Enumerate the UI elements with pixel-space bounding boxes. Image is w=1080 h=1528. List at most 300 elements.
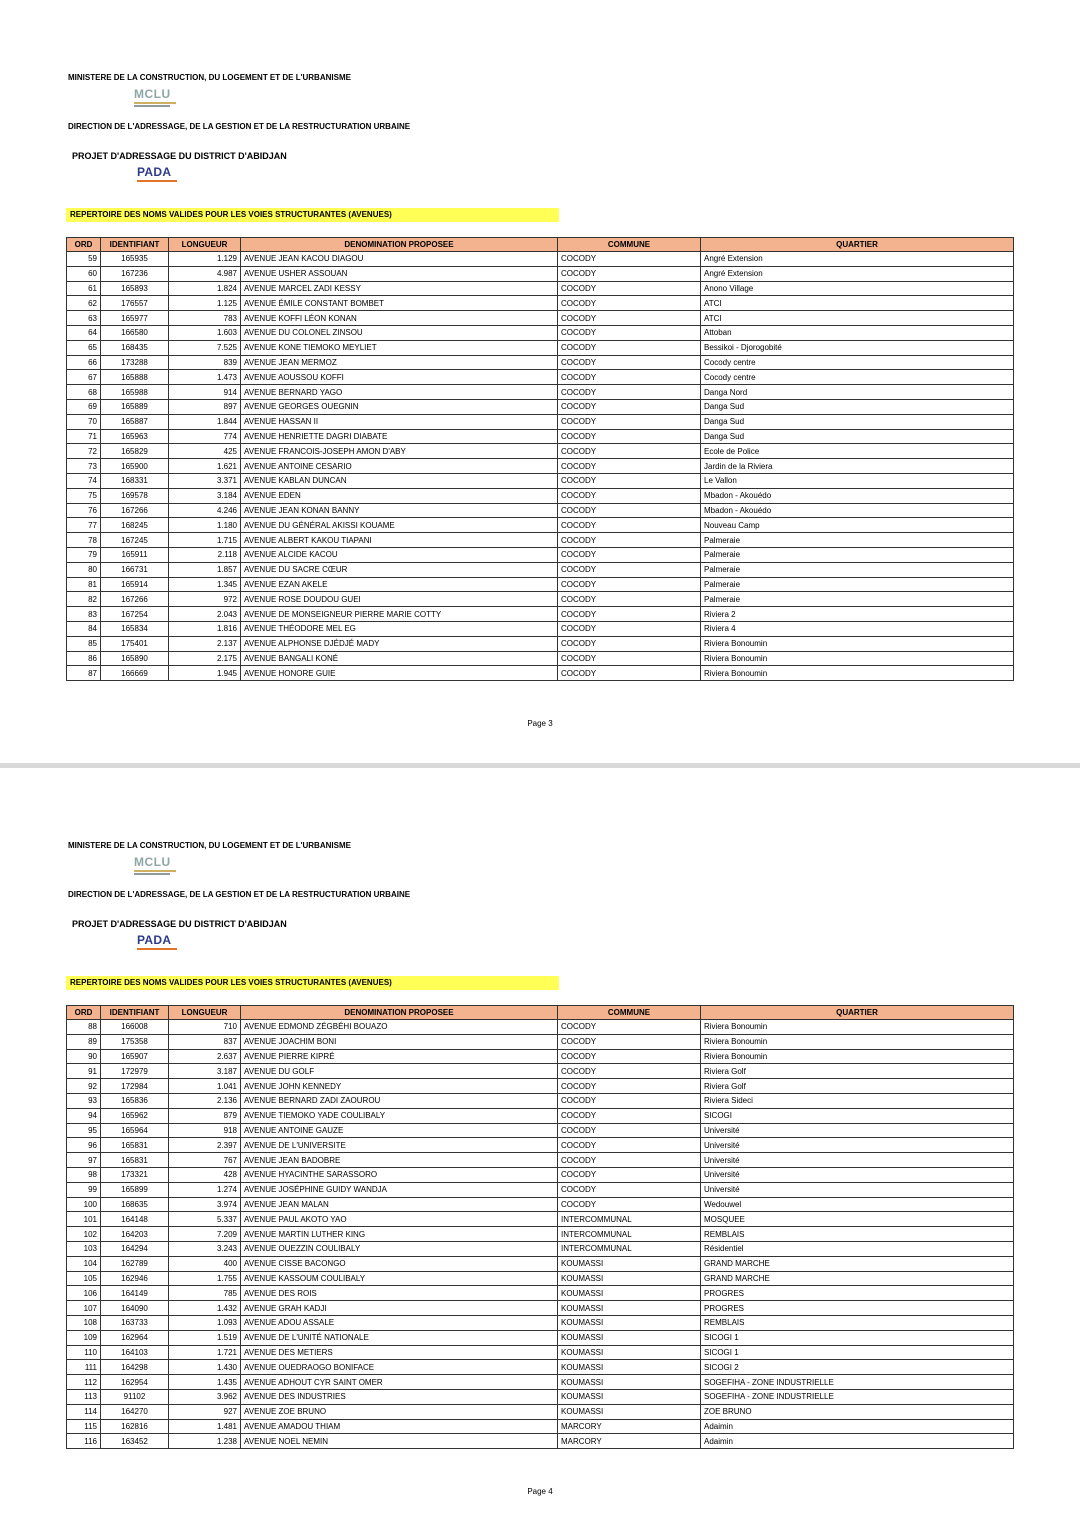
cell-ord: 99: [67, 1182, 101, 1197]
pada-logo-text: PADA: [137, 165, 172, 179]
cell-identifiant: 167245: [101, 533, 169, 548]
cell-commune: COCODY: [558, 503, 701, 518]
cell-denomination: AVENUE JOHN KENNEDY: [241, 1079, 558, 1094]
cell-identifiant: 165911: [101, 547, 169, 562]
cell-longueur: 783: [169, 311, 241, 326]
cell-identifiant: 172979: [101, 1064, 169, 1079]
table-row: [67, 1227, 1014, 1242]
cell-identifiant: 168331: [101, 473, 169, 488]
cell-longueur: 1.621: [169, 459, 241, 474]
cell-quartier: Palmeraie: [701, 547, 1014, 562]
cell-ord: 80: [67, 562, 101, 577]
cell-identifiant: 165893: [101, 281, 169, 296]
table-row: [67, 1419, 1014, 1434]
cell-longueur: 1.345: [169, 577, 241, 592]
cell-denomination: AVENUE DES INDUSTRIES: [241, 1389, 558, 1404]
cell-ord: 67: [67, 370, 101, 385]
cell-ord: 75: [67, 488, 101, 503]
table-row: [67, 1138, 1014, 1153]
cell-identifiant: 165963: [101, 429, 169, 444]
cell-quartier: Danga Sud: [701, 399, 1014, 414]
cell-ord: 68: [67, 385, 101, 400]
cell-identifiant: 162946: [101, 1271, 169, 1286]
cell-ord: 113: [67, 1389, 101, 1404]
cell-denomination: AVENUE DU GOLF: [241, 1064, 558, 1079]
cell-denomination: AVENUE EZAN AKELE: [241, 577, 558, 592]
cell-identifiant: 167266: [101, 503, 169, 518]
cell-commune: COCODY: [558, 1049, 701, 1064]
cell-denomination: AVENUE DU GÉNÉRAL AKISSI KOUAME: [241, 518, 558, 533]
cell-quartier: Mbadon - Akouédo: [701, 503, 1014, 518]
cell-ord: 94: [67, 1108, 101, 1123]
cell-ord: 101: [67, 1212, 101, 1227]
cell-commune: COCODY: [558, 547, 701, 562]
cell-longueur: 927: [169, 1404, 241, 1419]
table-row: [67, 488, 1014, 503]
cell-denomination: AVENUE ÉMILE CONSTANT BOMBET: [241, 296, 558, 311]
cell-quartier: SICOGI 1: [701, 1345, 1014, 1360]
cell-ord: 106: [67, 1286, 101, 1301]
cell-identifiant: 164148: [101, 1212, 169, 1227]
cell-commune: MARCORY: [558, 1434, 701, 1449]
cell-identifiant: 163733: [101, 1315, 169, 1330]
cell-longueur: 5.337: [169, 1212, 241, 1227]
cell-quartier: Jardin de la Riviera: [701, 459, 1014, 474]
cell-denomination: AVENUE ZOE BRUNO: [241, 1404, 558, 1419]
cell-quartier: SICOGI 2: [701, 1360, 1014, 1375]
cell-identifiant: 173288: [101, 355, 169, 370]
cell-ord: 108: [67, 1315, 101, 1330]
cell-ord: 63: [67, 311, 101, 326]
cell-ord: 82: [67, 592, 101, 607]
cell-commune: KOUMASSI: [558, 1286, 701, 1301]
cell-longueur: 1.274: [169, 1182, 241, 1197]
table-header-row: [67, 1006, 1014, 1020]
cell-ord: 88: [67, 1020, 101, 1035]
cell-denomination: AVENUE EDMOND ZÉGBÉHI BOUAZO: [241, 1020, 558, 1035]
cell-quartier: Palmeraie: [701, 577, 1014, 592]
column-header-ord: ORD: [67, 238, 101, 252]
cell-commune: COCODY: [558, 1093, 701, 1108]
avenues-table: [66, 237, 1014, 681]
cell-quartier: SOGEFIHA - ZONE INDUSTRIELLE: [701, 1389, 1014, 1404]
table-row: [67, 429, 1014, 444]
table-row: [67, 311, 1014, 326]
cell-identifiant: 165988: [101, 385, 169, 400]
cell-quartier: ZOE BRUNO: [701, 1404, 1014, 1419]
table-row: [67, 1064, 1014, 1079]
cell-commune: COCODY: [558, 1123, 701, 1138]
table-row: [67, 1167, 1014, 1182]
cell-quartier: Cocody centre: [701, 355, 1014, 370]
table-row: [67, 1049, 1014, 1064]
cell-ord: 85: [67, 636, 101, 651]
cell-denomination: AVENUE AOUSSOU KOFFI: [241, 370, 558, 385]
cell-commune: COCODY: [558, 459, 701, 474]
cell-longueur: 1.093: [169, 1315, 241, 1330]
avenues-table: [66, 1005, 1014, 1449]
cell-identifiant: 164270: [101, 1404, 169, 1419]
cell-denomination: AVENUE JEAN KACOU DIAGOU: [241, 252, 558, 267]
cell-quartier: Wedouwel: [701, 1197, 1014, 1212]
cell-identifiant: 164298: [101, 1360, 169, 1375]
cell-identifiant: 162816: [101, 1419, 169, 1434]
cell-commune: COCODY: [558, 607, 701, 622]
table-row: [67, 1286, 1014, 1301]
cell-identifiant: 165964: [101, 1123, 169, 1138]
mclu-logo-text: MCLU: [134, 87, 171, 101]
cell-denomination: AVENUE ROSE DOUDOU GUEI: [241, 592, 558, 607]
column-header-quartier: QUARTIER: [701, 1006, 1014, 1020]
cell-ord: 62: [67, 296, 101, 311]
cell-commune: COCODY: [558, 325, 701, 340]
table-row: [67, 1182, 1014, 1197]
table-row: [67, 577, 1014, 592]
cell-quartier: GRAND MARCHE: [701, 1256, 1014, 1271]
cell-commune: COCODY: [558, 1138, 701, 1153]
cell-identifiant: 165888: [101, 370, 169, 385]
cell-longueur: 400: [169, 1256, 241, 1271]
cell-denomination: AVENUE MARCEL ZADI KESSY: [241, 281, 558, 296]
cell-quartier: Danga Nord: [701, 385, 1014, 400]
cell-denomination: AVENUE ALCIDE KACOU: [241, 547, 558, 562]
cell-quartier: Palmeraie: [701, 562, 1014, 577]
cell-ord: 102: [67, 1227, 101, 1242]
cell-ord: 60: [67, 266, 101, 281]
cell-longueur: 3.187: [169, 1064, 241, 1079]
cell-commune: COCODY: [558, 1167, 701, 1182]
cell-commune: COCODY: [558, 666, 701, 681]
cell-commune: COCODY: [558, 1153, 701, 1168]
column-header-commune: COMMUNE: [558, 238, 701, 252]
document-page-3: [0, 0, 1080, 760]
cell-longueur: 3.962: [169, 1389, 241, 1404]
cell-quartier: PROGRES: [701, 1301, 1014, 1316]
cell-ord: 89: [67, 1034, 101, 1049]
cell-quartier: SICOGI 1: [701, 1330, 1014, 1345]
cell-identifiant: 162954: [101, 1375, 169, 1390]
cell-quartier: REMBLAIS: [701, 1315, 1014, 1330]
cell-ord: 105: [67, 1271, 101, 1286]
table-row: [67, 1153, 1014, 1168]
table-row: [67, 547, 1014, 562]
cell-longueur: 1.125: [169, 296, 241, 311]
cell-commune: KOUMASSI: [558, 1360, 701, 1375]
mclu-logo: [134, 88, 176, 110]
cell-longueur: 1.473: [169, 370, 241, 385]
repertoire-banner: REPERTOIRE DES NOMS VALIDES POUR LES VOIES STRUCTURANTES (AVENUES): [66, 208, 559, 222]
cell-commune: KOUMASSI: [558, 1315, 701, 1330]
cell-identifiant: 165887: [101, 414, 169, 429]
column-header-denomination: DENOMINATION PROPOSEE: [241, 1006, 558, 1020]
cell-identifiant: 165899: [101, 1182, 169, 1197]
cell-ord: 66: [67, 355, 101, 370]
table-row: [67, 370, 1014, 385]
cell-denomination: AVENUE PIERRE KIPRÉ: [241, 1049, 558, 1064]
cell-quartier: Riviera Bonoumin: [701, 1020, 1014, 1035]
cell-ord: 111: [67, 1360, 101, 1375]
cell-commune: KOUMASSI: [558, 1345, 701, 1360]
ministry-title: MINISTERE DE LA CONSTRUCTION, DU LOGEMENT ET DE L'URBANISME: [68, 841, 351, 850]
cell-quartier: Riviera 4: [701, 621, 1014, 636]
table-row: [67, 562, 1014, 577]
cell-ord: 109: [67, 1330, 101, 1345]
cell-identifiant: 166731: [101, 562, 169, 577]
cell-commune: COCODY: [558, 1197, 701, 1212]
cell-identifiant: 165890: [101, 651, 169, 666]
cell-quartier: Riviera Bonoumin: [701, 651, 1014, 666]
cell-denomination: AVENUE KASSOUM COULIBALY: [241, 1271, 558, 1286]
table-row: [67, 1389, 1014, 1404]
cell-denomination: AVENUE FRANCOIS-JOSEPH AMON D'ABY: [241, 444, 558, 459]
cell-ord: 90: [67, 1049, 101, 1064]
cell-commune: COCODY: [558, 533, 701, 548]
cell-quartier: Université: [701, 1182, 1014, 1197]
cell-commune: INTERCOMMUNAL: [558, 1241, 701, 1256]
cell-ord: 65: [67, 340, 101, 355]
cell-ord: 116: [67, 1434, 101, 1449]
cell-denomination: AVENUE ANTOINE CESARIO: [241, 459, 558, 474]
table-row: [67, 459, 1014, 474]
cell-quartier: Résidentiel: [701, 1241, 1014, 1256]
cell-denomination: AVENUE OUEDRAOGO BONIFACE: [241, 1360, 558, 1375]
cell-quartier: ATCI: [701, 311, 1014, 326]
cell-quartier: Riviera Bonoumin: [701, 1049, 1014, 1064]
cell-denomination: AVENUE ADOU ASSALE: [241, 1315, 558, 1330]
cell-denomination: AVENUE JEAN MALAN: [241, 1197, 558, 1212]
cell-commune: COCODY: [558, 636, 701, 651]
cell-longueur: 2.136: [169, 1093, 241, 1108]
cell-longueur: 2.175: [169, 651, 241, 666]
cell-quartier: Riviera Golf: [701, 1064, 1014, 1079]
cell-denomination: AVENUE DE L'UNIVERSITE: [241, 1138, 558, 1153]
table-row: [67, 636, 1014, 651]
cell-ord: 83: [67, 607, 101, 622]
cell-identifiant: 162964: [101, 1330, 169, 1345]
cell-identifiant: 164103: [101, 1345, 169, 1360]
cell-denomination: AVENUE THÉODORE MEL EG: [241, 621, 558, 636]
column-header-longueur: LONGUEUR: [169, 1006, 241, 1020]
column-header-denomination: DENOMINATION PROPOSEE: [241, 238, 558, 252]
cell-ord: 97: [67, 1153, 101, 1168]
cell-ord: 93: [67, 1093, 101, 1108]
cell-longueur: 918: [169, 1123, 241, 1138]
cell-ord: 84: [67, 621, 101, 636]
table-row: [67, 518, 1014, 533]
cell-longueur: 1.129: [169, 252, 241, 267]
cell-commune: COCODY: [558, 488, 701, 503]
table-row: [67, 325, 1014, 340]
cell-commune: COCODY: [558, 444, 701, 459]
cell-longueur: 1.755: [169, 1271, 241, 1286]
cell-identifiant: 165831: [101, 1153, 169, 1168]
cell-denomination: AVENUE GRAH KADJI: [241, 1301, 558, 1316]
cell-commune: COCODY: [558, 1064, 701, 1079]
cell-identifiant: 164149: [101, 1286, 169, 1301]
cell-commune: COCODY: [558, 518, 701, 533]
column-header-identifiant: IDENTIFIANT: [101, 1006, 169, 1020]
cell-longueur: 7.525: [169, 340, 241, 355]
table-row: [67, 1301, 1014, 1316]
cell-longueur: 785: [169, 1286, 241, 1301]
cell-longueur: 1.432: [169, 1301, 241, 1316]
cell-quartier: Le Vallon: [701, 473, 1014, 488]
cell-longueur: 3.184: [169, 488, 241, 503]
cell-identifiant: 175401: [101, 636, 169, 651]
column-header-ord: ORD: [67, 1006, 101, 1020]
cell-quartier: PROGRES: [701, 1286, 1014, 1301]
cell-denomination: AVENUE OUEZZIN COULIBALY: [241, 1241, 558, 1256]
cell-longueur: 1.519: [169, 1330, 241, 1345]
cell-ord: 73: [67, 459, 101, 474]
cell-identifiant: 165889: [101, 399, 169, 414]
cell-quartier: Palmeraie: [701, 533, 1014, 548]
cell-longueur: 972: [169, 592, 241, 607]
cell-quartier: GRAND MARCHE: [701, 1271, 1014, 1286]
table-row: [67, 1360, 1014, 1375]
cell-longueur: 428: [169, 1167, 241, 1182]
cell-denomination: AVENUE JEAN KONAN BANNY: [241, 503, 558, 518]
cell-longueur: 839: [169, 355, 241, 370]
cell-longueur: 1.481: [169, 1419, 241, 1434]
cell-ord: 74: [67, 473, 101, 488]
table-row: [67, 1271, 1014, 1286]
table-row: [67, 1241, 1014, 1256]
cell-commune: COCODY: [558, 370, 701, 385]
cell-denomination: AVENUE USHER ASSOUAN: [241, 266, 558, 281]
cell-commune: KOUMASSI: [558, 1375, 701, 1390]
cell-ord: 70: [67, 414, 101, 429]
cell-longueur: 914: [169, 385, 241, 400]
cell-longueur: 767: [169, 1153, 241, 1168]
cell-identifiant: 162789: [101, 1256, 169, 1271]
cell-ord: 86: [67, 651, 101, 666]
pada-logo: [137, 166, 181, 186]
cell-denomination: AVENUE MARTIN LUTHER KING: [241, 1227, 558, 1242]
cell-denomination: AVENUE KABLAN DUNCAN: [241, 473, 558, 488]
cell-commune: COCODY: [558, 651, 701, 666]
cell-denomination: AVENUE NOEL NEMIN: [241, 1434, 558, 1449]
cell-denomination: AVENUE JEAN BADOBRE: [241, 1153, 558, 1168]
table-row: [67, 1197, 1014, 1212]
cell-commune: MARCORY: [558, 1419, 701, 1434]
cell-denomination: AVENUE DU SACRE CŒUR: [241, 562, 558, 577]
cell-denomination: AVENUE BERNARD ZADI ZAOUROU: [241, 1093, 558, 1108]
cell-ord: 59: [67, 252, 101, 267]
cell-commune: COCODY: [558, 399, 701, 414]
cell-identifiant: 164294: [101, 1241, 169, 1256]
cell-longueur: 774: [169, 429, 241, 444]
cell-longueur: 1.721: [169, 1345, 241, 1360]
table-row: [67, 621, 1014, 636]
cell-denomination: AVENUE DE MONSEIGNEUR PIERRE MARIE COTTY: [241, 607, 558, 622]
table-row: [67, 592, 1014, 607]
cell-identifiant: 166669: [101, 666, 169, 681]
cell-commune: COCODY: [558, 355, 701, 370]
cell-quartier: Université: [701, 1138, 1014, 1153]
cell-commune: COCODY: [558, 1182, 701, 1197]
cell-denomination: AVENUE AMADOU THIAM: [241, 1419, 558, 1434]
cell-ord: 69: [67, 399, 101, 414]
cell-denomination: AVENUE HONORE GUIE: [241, 666, 558, 681]
pada-logo-text: PADA: [137, 933, 172, 947]
cell-denomination: AVENUE JOSÉPHINE GUIDY WANDJA: [241, 1182, 558, 1197]
cell-commune: KOUMASSI: [558, 1256, 701, 1271]
column-header-commune: COMMUNE: [558, 1006, 701, 1020]
direction-title: DIRECTION DE L'ADRESSAGE, DE LA GESTION ET DE LA RESTRUCTURATION URBAINE: [68, 122, 411, 131]
cell-longueur: 837: [169, 1034, 241, 1049]
cell-denomination: AVENUE ALPHONSE DJÉDJÉ MADY: [241, 636, 558, 651]
cell-identifiant: 165914: [101, 577, 169, 592]
cell-longueur: 1.435: [169, 1375, 241, 1390]
cell-quartier: Riviera Bonoumin: [701, 636, 1014, 651]
cell-ord: 104: [67, 1256, 101, 1271]
table-row: [67, 1345, 1014, 1360]
table-row: [67, 1034, 1014, 1049]
table-row: [67, 340, 1014, 355]
cell-quartier: Anono Village: [701, 281, 1014, 296]
cell-identifiant: 165935: [101, 252, 169, 267]
cell-quartier: SICOGI: [701, 1108, 1014, 1123]
table-row: [67, 1375, 1014, 1390]
cell-commune: INTERCOMMUNAL: [558, 1227, 701, 1242]
cell-commune: COCODY: [558, 1020, 701, 1035]
cell-commune: COCODY: [558, 385, 701, 400]
cell-commune: INTERCOMMUNAL: [558, 1212, 701, 1227]
cell-denomination: AVENUE DES METIERS: [241, 1345, 558, 1360]
cell-denomination: AVENUE KONE TIEMOKO MEYLIET: [241, 340, 558, 355]
cell-identifiant: 167266: [101, 592, 169, 607]
cell-quartier: Attoban: [701, 325, 1014, 340]
table-row: [67, 1256, 1014, 1271]
cell-commune: COCODY: [558, 1079, 701, 1094]
table-row: [67, 1123, 1014, 1138]
column-header-longueur: LONGUEUR: [169, 238, 241, 252]
cell-identifiant: 169578: [101, 488, 169, 503]
column-header-identifiant: IDENTIFIANT: [101, 238, 169, 252]
table-row: [67, 1330, 1014, 1345]
cell-longueur: 2.637: [169, 1049, 241, 1064]
ministry-title: MINISTERE DE LA CONSTRUCTION, DU LOGEMENT ET DE L'URBANISME: [68, 73, 351, 82]
cell-denomination: AVENUE DES ROIS: [241, 1286, 558, 1301]
cell-ord: 72: [67, 444, 101, 459]
cell-denomination: AVENUE DU COLONEL ZINSOU: [241, 325, 558, 340]
cell-ord: 114: [67, 1404, 101, 1419]
cell-quartier: Nouveau Camp: [701, 518, 1014, 533]
cell-quartier: Adaimin: [701, 1419, 1014, 1434]
cell-denomination: AVENUE ALBERT KAKOU TIAPANI: [241, 533, 558, 548]
table-row: [67, 666, 1014, 681]
cell-quartier: Riviera Bonoumin: [701, 666, 1014, 681]
table-row: [67, 473, 1014, 488]
table-row: [67, 1093, 1014, 1108]
cell-identifiant: 91102: [101, 1389, 169, 1404]
cell-ord: 95: [67, 1123, 101, 1138]
cell-quartier: Mbadon - Akouédo: [701, 488, 1014, 503]
cell-ord: 71: [67, 429, 101, 444]
cell-commune: COCODY: [558, 621, 701, 636]
cell-longueur: 1.945: [169, 666, 241, 681]
table-row: [67, 444, 1014, 459]
table-row: [67, 266, 1014, 281]
cell-quartier: Université: [701, 1153, 1014, 1168]
cell-identifiant: 167254: [101, 607, 169, 622]
cell-denomination: AVENUE KOFFI LÉON KONAN: [241, 311, 558, 326]
column-header-quartier: QUARTIER: [701, 238, 1014, 252]
table-row: [67, 533, 1014, 548]
cell-identifiant: 165962: [101, 1108, 169, 1123]
cell-commune: KOUMASSI: [558, 1271, 701, 1286]
